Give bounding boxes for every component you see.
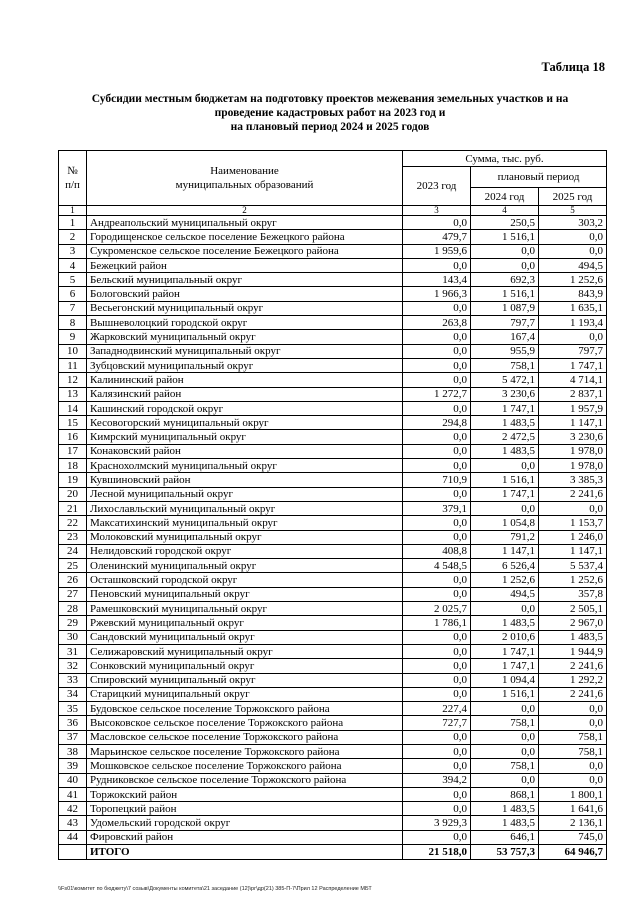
value-2025: 2 136,1 bbox=[539, 816, 607, 830]
municipality-name: Бежецкий район bbox=[87, 258, 403, 272]
value-2023: 3 929,3 bbox=[403, 816, 471, 830]
total-2025: 64 946,7 bbox=[539, 845, 607, 860]
value-2024: 1 516,1 bbox=[471, 230, 539, 244]
value-2025: 2 241,6 bbox=[539, 659, 607, 673]
value-2025: 1 957,9 bbox=[539, 401, 607, 415]
title-line: проведение кадастровых работ на 2023 год и bbox=[214, 107, 446, 119]
value-2025: 2 967,0 bbox=[539, 616, 607, 630]
total-label: ИТОГО bbox=[87, 845, 403, 860]
value-2024: 0,0 bbox=[471, 702, 539, 716]
row-number: 25 bbox=[59, 559, 87, 573]
row-number: 1 bbox=[59, 216, 87, 230]
table-row bbox=[59, 344, 607, 358]
value-2024: 868,1 bbox=[471, 787, 539, 801]
municipality-name: Вышневолоцкий городской округ bbox=[87, 316, 403, 330]
value-2025: 1 944,9 bbox=[539, 644, 607, 658]
value-2024: 1 747,1 bbox=[471, 401, 539, 415]
value-2025: 1 292,2 bbox=[539, 673, 607, 687]
value-2025: 1 978,0 bbox=[539, 444, 607, 458]
value-2023: 0,0 bbox=[403, 330, 471, 344]
municipality-name: Сукроменское сельское поселение Бежецкого района bbox=[87, 244, 403, 258]
value-2025: 1 635,1 bbox=[539, 301, 607, 315]
row-number: 10 bbox=[59, 344, 87, 358]
value-2025: 843,9 bbox=[539, 287, 607, 301]
row-number: 33 bbox=[59, 673, 87, 687]
value-2023: 2 025,7 bbox=[403, 602, 471, 616]
municipality-name: Сонковский муниципальный округ bbox=[87, 659, 403, 673]
value-2024: 1 483,5 bbox=[471, 802, 539, 816]
header-number: № п/п bbox=[59, 151, 87, 206]
municipality-name: Удомельский городской округ bbox=[87, 816, 403, 830]
value-2024: 0,0 bbox=[471, 244, 539, 258]
value-2024: 1 094,4 bbox=[471, 673, 539, 687]
value-2024: 0,0 bbox=[471, 258, 539, 272]
table-row bbox=[59, 744, 607, 758]
table-row bbox=[59, 659, 607, 673]
value-2024: 1 054,8 bbox=[471, 516, 539, 530]
table-row bbox=[59, 687, 607, 701]
value-2024: 3 230,6 bbox=[471, 387, 539, 401]
table-row bbox=[59, 244, 607, 258]
table-row bbox=[59, 530, 607, 544]
row-number: 22 bbox=[59, 516, 87, 530]
value-2025: 2 241,6 bbox=[539, 487, 607, 501]
table-row bbox=[59, 444, 607, 458]
title-line: Субсидии местным бюджетам на подготовку проектов межевания земельных участков и на bbox=[91, 93, 569, 105]
value-2024: 1 516,1 bbox=[471, 687, 539, 701]
table-row bbox=[59, 559, 607, 573]
row-number: 16 bbox=[59, 430, 87, 444]
row-number: 44 bbox=[59, 830, 87, 844]
value-2023: 0,0 bbox=[403, 444, 471, 458]
value-2023: 294,8 bbox=[403, 416, 471, 430]
table-row bbox=[59, 587, 607, 601]
value-2025: 2 241,6 bbox=[539, 687, 607, 701]
table-row bbox=[59, 830, 607, 844]
value-2023: 263,8 bbox=[403, 316, 471, 330]
municipality-name: Спировский муниципальный округ bbox=[87, 673, 403, 687]
municipality-name: Ржевский муниципальный округ bbox=[87, 616, 403, 630]
table-row bbox=[59, 501, 607, 515]
municipality-name: Марьинское сельское поселение Торжокского района bbox=[87, 744, 403, 758]
table-row bbox=[59, 630, 607, 644]
municipality-name: Конаковский район bbox=[87, 444, 403, 458]
table-row bbox=[59, 216, 607, 230]
table-row bbox=[59, 287, 607, 301]
row-number: 35 bbox=[59, 702, 87, 716]
municipality-name: Осташковский городской округ bbox=[87, 573, 403, 587]
table-row bbox=[59, 730, 607, 744]
value-2025: 4 714,1 bbox=[539, 373, 607, 387]
municipality-name: Городищенское сельское поселение Бежецкого района bbox=[87, 230, 403, 244]
municipality-name: Молоковский муниципальный округ bbox=[87, 530, 403, 544]
municipality-name: Пеновский муниципальный округ bbox=[87, 587, 403, 601]
value-2024: 2 472,5 bbox=[471, 430, 539, 444]
value-2024: 1 747,1 bbox=[471, 659, 539, 673]
value-2024: 797,7 bbox=[471, 316, 539, 330]
value-2023: 379,1 bbox=[403, 501, 471, 515]
row-number: 12 bbox=[59, 373, 87, 387]
municipality-name: Андреапольский муниципальный округ bbox=[87, 216, 403, 230]
value-2025: 758,1 bbox=[539, 730, 607, 744]
row-number: 29 bbox=[59, 616, 87, 630]
value-2024: 646,1 bbox=[471, 830, 539, 844]
column-numbers-row bbox=[59, 206, 607, 216]
row-number: 27 bbox=[59, 587, 87, 601]
value-2025: 494,5 bbox=[539, 258, 607, 272]
value-2025: 0,0 bbox=[539, 230, 607, 244]
value-2024: 0,0 bbox=[471, 501, 539, 515]
municipality-name: Кимрский муниципальный округ bbox=[87, 430, 403, 444]
value-2023: 0,0 bbox=[403, 830, 471, 844]
value-2025: 2 505,1 bbox=[539, 602, 607, 616]
column-number: 4 bbox=[471, 206, 539, 216]
value-2023: 0,0 bbox=[403, 373, 471, 387]
value-2025: 303,2 bbox=[539, 216, 607, 230]
value-2024: 1 483,5 bbox=[471, 816, 539, 830]
table-row bbox=[59, 602, 607, 616]
row-number: 36 bbox=[59, 716, 87, 730]
value-2024: 5 472,1 bbox=[471, 373, 539, 387]
value-2024: 692,3 bbox=[471, 273, 539, 287]
municipality-name: Рудниковское сельское поселение Торжокского района bbox=[87, 773, 403, 787]
value-2023: 0,0 bbox=[403, 644, 471, 658]
table-row bbox=[59, 430, 607, 444]
table-row bbox=[59, 401, 607, 415]
row-number: 34 bbox=[59, 687, 87, 701]
value-2023: 408,8 bbox=[403, 544, 471, 558]
value-2023: 0,0 bbox=[403, 687, 471, 701]
row-number: 21 bbox=[59, 501, 87, 515]
value-2024: 0,0 bbox=[471, 459, 539, 473]
table-row bbox=[59, 673, 607, 687]
value-2023: 227,4 bbox=[403, 702, 471, 716]
table-row bbox=[59, 773, 607, 787]
municipality-name: Лихославльский муниципальный округ bbox=[87, 501, 403, 515]
row-number: 23 bbox=[59, 530, 87, 544]
value-2025: 3 385,3 bbox=[539, 473, 607, 487]
value-2024: 1 147,1 bbox=[471, 544, 539, 558]
row-number: 40 bbox=[59, 773, 87, 787]
subsidies-table bbox=[58, 150, 607, 860]
header-year-2025: 2025 год bbox=[539, 188, 607, 206]
value-2024: 955,9 bbox=[471, 344, 539, 358]
table-row bbox=[59, 816, 607, 830]
municipality-name: Западнодвинский муниципальный округ bbox=[87, 344, 403, 358]
row-number: 38 bbox=[59, 744, 87, 758]
value-2024: 791,2 bbox=[471, 530, 539, 544]
total-empty-cell bbox=[59, 845, 87, 860]
value-2025: 1 641,6 bbox=[539, 802, 607, 816]
value-2025: 1 193,4 bbox=[539, 316, 607, 330]
value-2025: 797,7 bbox=[539, 344, 607, 358]
table-row bbox=[59, 416, 607, 430]
value-2025: 5 537,4 bbox=[539, 559, 607, 573]
value-2025: 0,0 bbox=[539, 773, 607, 787]
municipality-name: Лесной муниципальный округ bbox=[87, 487, 403, 501]
table-row bbox=[59, 702, 607, 716]
municipality-name: Калининский район bbox=[87, 373, 403, 387]
value-2023: 0,0 bbox=[403, 759, 471, 773]
row-number: 19 bbox=[59, 473, 87, 487]
value-2025: 0,0 bbox=[539, 716, 607, 730]
value-2025: 0,0 bbox=[539, 759, 607, 773]
title-line: на плановый период 2024 и 2025 годов bbox=[230, 121, 430, 133]
value-2025: 1 747,1 bbox=[539, 358, 607, 372]
row-number: 20 bbox=[59, 487, 87, 501]
row-number: 14 bbox=[59, 401, 87, 415]
table-row bbox=[59, 802, 607, 816]
row-number: 24 bbox=[59, 544, 87, 558]
row-number: 9 bbox=[59, 330, 87, 344]
value-2023: 0,0 bbox=[403, 630, 471, 644]
table-row bbox=[59, 759, 607, 773]
value-2024: 1 483,5 bbox=[471, 444, 539, 458]
value-2025: 1 483,5 bbox=[539, 630, 607, 644]
table-row bbox=[59, 716, 607, 730]
row-number: 6 bbox=[59, 287, 87, 301]
value-2025: 3 230,6 bbox=[539, 430, 607, 444]
municipality-name: Жарковский муниципальный округ bbox=[87, 330, 403, 344]
table-row bbox=[59, 258, 607, 272]
table-row bbox=[59, 473, 607, 487]
value-2024: 1 747,1 bbox=[471, 644, 539, 658]
value-2023: 0,0 bbox=[403, 459, 471, 473]
value-2025: 0,0 bbox=[539, 244, 607, 258]
value-2023: 1 959,6 bbox=[403, 244, 471, 258]
total-row bbox=[59, 845, 607, 860]
value-2023: 0,0 bbox=[403, 258, 471, 272]
municipality-name: Бологовский район bbox=[87, 287, 403, 301]
row-number: 8 bbox=[59, 316, 87, 330]
table-row bbox=[59, 644, 607, 658]
value-2023: 1 786,1 bbox=[403, 616, 471, 630]
value-2023: 394,2 bbox=[403, 773, 471, 787]
value-2024: 0,0 bbox=[471, 773, 539, 787]
row-number: 43 bbox=[59, 816, 87, 830]
header-municipality-name: Наименование муниципальных образований bbox=[87, 151, 403, 206]
row-number: 5 bbox=[59, 273, 87, 287]
value-2023: 0,0 bbox=[403, 516, 471, 530]
table-row bbox=[59, 387, 607, 401]
row-number: 41 bbox=[59, 787, 87, 801]
value-2024: 0,0 bbox=[471, 744, 539, 758]
value-2023: 0,0 bbox=[403, 344, 471, 358]
value-2023: 0,0 bbox=[403, 802, 471, 816]
value-2023: 0,0 bbox=[403, 216, 471, 230]
table-row bbox=[59, 459, 607, 473]
value-2025: 1 252,6 bbox=[539, 573, 607, 587]
value-2023: 1 272,7 bbox=[403, 387, 471, 401]
value-2024: 494,5 bbox=[471, 587, 539, 601]
value-2023: 0,0 bbox=[403, 587, 471, 601]
municipality-name: Весьегонский муниципальный округ bbox=[87, 301, 403, 315]
value-2023: 1 966,3 bbox=[403, 287, 471, 301]
municipality-name: Кувшиновский район bbox=[87, 473, 403, 487]
municipality-name: Нелидовский городской округ bbox=[87, 544, 403, 558]
row-number: 4 bbox=[59, 258, 87, 272]
value-2023: 727,7 bbox=[403, 716, 471, 730]
value-2023: 0,0 bbox=[403, 358, 471, 372]
column-number: 2 bbox=[87, 206, 403, 216]
row-number: 13 bbox=[59, 387, 87, 401]
row-number: 30 bbox=[59, 630, 87, 644]
value-2024: 250,5 bbox=[471, 216, 539, 230]
value-2025: 0,0 bbox=[539, 702, 607, 716]
row-number: 17 bbox=[59, 444, 87, 458]
municipality-name: Старицкий муниципальный округ bbox=[87, 687, 403, 701]
municipality-name: Рамешковский муниципальный округ bbox=[87, 602, 403, 616]
table-row bbox=[59, 358, 607, 372]
header-sum: Сумма, тыс. руб. bbox=[403, 151, 607, 167]
value-2025: 1 147,1 bbox=[539, 544, 607, 558]
value-2025: 1 153,7 bbox=[539, 516, 607, 530]
document-title bbox=[60, 92, 600, 134]
table-row bbox=[59, 616, 607, 630]
value-2025: 1 978,0 bbox=[539, 459, 607, 473]
value-2023: 0,0 bbox=[403, 787, 471, 801]
value-2024: 1 252,6 bbox=[471, 573, 539, 587]
value-2024: 1 087,9 bbox=[471, 301, 539, 315]
value-2023: 0,0 bbox=[403, 573, 471, 587]
table-row bbox=[59, 330, 607, 344]
row-number: 37 bbox=[59, 730, 87, 744]
table-row bbox=[59, 516, 607, 530]
municipality-name: Кесовогорский муниципальный округ bbox=[87, 416, 403, 430]
value-2023: 4 548,5 bbox=[403, 559, 471, 573]
table-row bbox=[59, 787, 607, 801]
municipality-name: Торжокский район bbox=[87, 787, 403, 801]
value-2025: 357,8 bbox=[539, 587, 607, 601]
header-year-2024: 2024 год bbox=[471, 188, 539, 206]
value-2024: 1 747,1 bbox=[471, 487, 539, 501]
total-2024: 53 757,3 bbox=[471, 845, 539, 860]
row-number: 15 bbox=[59, 416, 87, 430]
value-2025: 0,0 bbox=[539, 330, 607, 344]
table-row bbox=[59, 373, 607, 387]
value-2023: 0,0 bbox=[403, 430, 471, 444]
table-row bbox=[59, 301, 607, 315]
municipality-name: Масловское сельское поселение Торжокского района bbox=[87, 730, 403, 744]
value-2023: 0,0 bbox=[403, 730, 471, 744]
municipality-name: Кашинский городской округ bbox=[87, 401, 403, 415]
value-2024: 1 516,1 bbox=[471, 473, 539, 487]
value-2024: 2 010,6 bbox=[471, 630, 539, 644]
municipality-name: Фировский район bbox=[87, 830, 403, 844]
municipality-name: Оленинский муниципальный округ bbox=[87, 559, 403, 573]
value-2023: 0,0 bbox=[403, 659, 471, 673]
municipality-name: Калязинский район bbox=[87, 387, 403, 401]
municipality-name: Зубцовский муниципальный округ bbox=[87, 358, 403, 372]
table-row bbox=[59, 544, 607, 558]
row-number: 2 bbox=[59, 230, 87, 244]
value-2025: 1 246,0 bbox=[539, 530, 607, 544]
value-2023: 0,0 bbox=[403, 530, 471, 544]
value-2025: 745,0 bbox=[539, 830, 607, 844]
municipality-name: Будовское сельское поселение Торжокского района bbox=[87, 702, 403, 716]
value-2025: 758,1 bbox=[539, 744, 607, 758]
value-2023: 0,0 bbox=[403, 487, 471, 501]
value-2023: 0,0 bbox=[403, 401, 471, 415]
column-number: 3 bbox=[403, 206, 471, 216]
table-row bbox=[59, 316, 607, 330]
value-2024: 6 526,4 bbox=[471, 559, 539, 573]
municipality-name: Бельский муниципальный округ bbox=[87, 273, 403, 287]
value-2025: 0,0 bbox=[539, 501, 607, 515]
value-2023: 0,0 bbox=[403, 301, 471, 315]
municipality-name: Торопецкий район bbox=[87, 802, 403, 816]
file-path-footer: \\Fs01\комитет по бюджету\7 созыв\Документы комитета\21 заседание (12)\рг\др(21) 385-П-7\Прил 12 Распределение МБТ bbox=[58, 886, 372, 892]
table-number-label: Таблица 18 bbox=[541, 60, 605, 74]
value-2024: 1 483,5 bbox=[471, 416, 539, 430]
municipality-name: Краснохолмский муниципальный округ bbox=[87, 459, 403, 473]
row-number: 7 bbox=[59, 301, 87, 315]
row-number: 26 bbox=[59, 573, 87, 587]
column-number: 5 bbox=[539, 206, 607, 216]
row-number: 31 bbox=[59, 644, 87, 658]
value-2024: 0,0 bbox=[471, 730, 539, 744]
value-2023: 0,0 bbox=[403, 673, 471, 687]
municipality-name: Мошковское сельское поселение Торжокского района bbox=[87, 759, 403, 773]
value-2023: 143,4 bbox=[403, 273, 471, 287]
value-2024: 758,1 bbox=[471, 358, 539, 372]
value-2024: 0,0 bbox=[471, 602, 539, 616]
row-number: 32 bbox=[59, 659, 87, 673]
value-2023: 0,0 bbox=[403, 744, 471, 758]
value-2025: 1 800,1 bbox=[539, 787, 607, 801]
table-row bbox=[59, 273, 607, 287]
municipality-name: Сандовский муниципальный округ bbox=[87, 630, 403, 644]
value-2024: 167,4 bbox=[471, 330, 539, 344]
table-row bbox=[59, 230, 607, 244]
value-2024: 1 516,1 bbox=[471, 287, 539, 301]
table-row bbox=[59, 487, 607, 501]
value-2024: 1 483,5 bbox=[471, 616, 539, 630]
table-row bbox=[59, 573, 607, 587]
header-planned-period: плановый период bbox=[471, 167, 607, 188]
row-number: 42 bbox=[59, 802, 87, 816]
value-2024: 758,1 bbox=[471, 759, 539, 773]
column-number: 1 bbox=[59, 206, 87, 216]
row-number: 28 bbox=[59, 602, 87, 616]
row-number: 3 bbox=[59, 244, 87, 258]
value-2023: 710,9 bbox=[403, 473, 471, 487]
value-2023: 479,7 bbox=[403, 230, 471, 244]
value-2025: 1 252,6 bbox=[539, 273, 607, 287]
value-2025: 1 147,1 bbox=[539, 416, 607, 430]
total-2023: 21 518,0 bbox=[403, 845, 471, 860]
value-2025: 2 837,1 bbox=[539, 387, 607, 401]
row-number: 18 bbox=[59, 459, 87, 473]
row-number: 39 bbox=[59, 759, 87, 773]
municipality-name: Максатихинский муниципальный округ bbox=[87, 516, 403, 530]
value-2024: 758,1 bbox=[471, 716, 539, 730]
header-year-2023: 2023 год bbox=[403, 167, 471, 206]
row-number: 11 bbox=[59, 358, 87, 372]
municipality-name: Высоковское сельское поселение Торжокского района bbox=[87, 716, 403, 730]
municipality-name: Селижаровский муниципальный округ bbox=[87, 644, 403, 658]
